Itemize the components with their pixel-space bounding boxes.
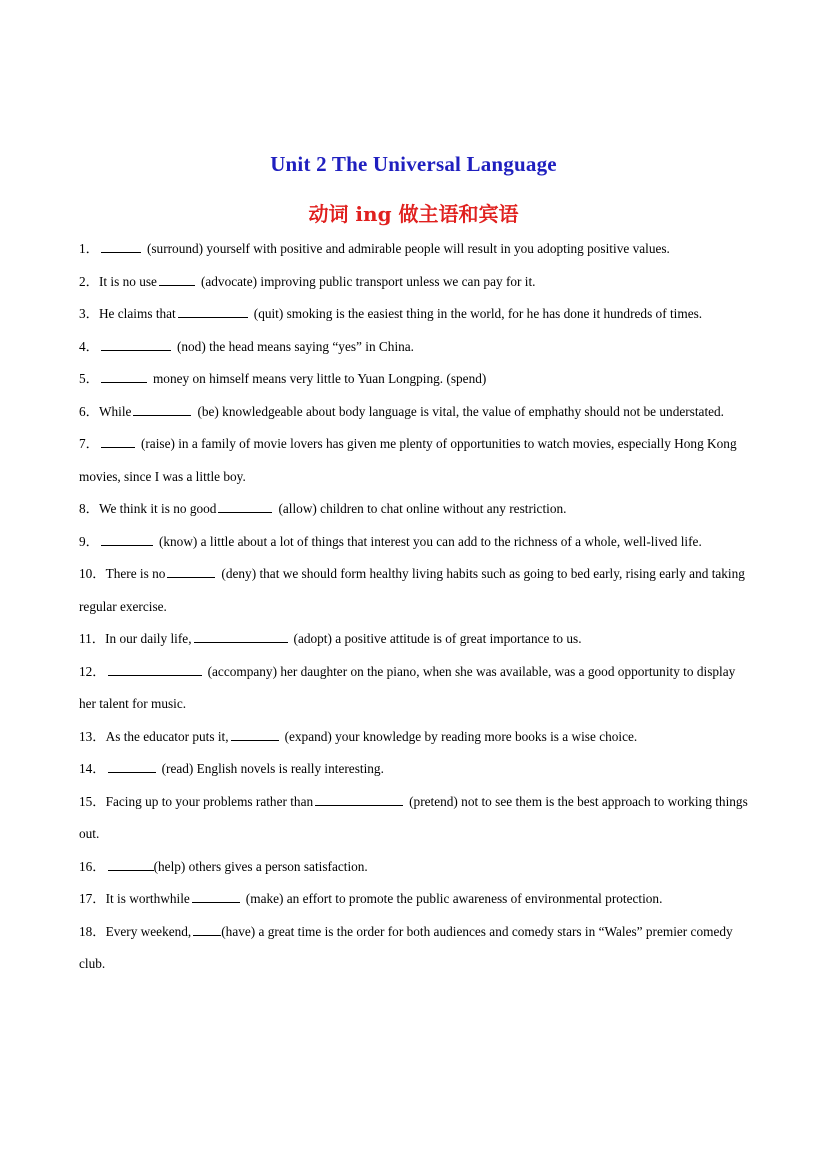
answer-blank[interactable] — [218, 498, 272, 513]
question-text-after: (nod) the head means saying “yes” in China. — [176, 338, 415, 354]
question-text-before: Facing up to your problems rather than — [105, 793, 314, 809]
question-text-after: (deny) that we should form healthy living habits such as going to bed early, rising early and taking regular exercise. — [79, 566, 745, 614]
question-text-before: In our daily life, — [105, 631, 192, 646]
answer-blank[interactable] — [315, 791, 403, 806]
question-number: 9． — [79, 533, 99, 549]
question-item — [79, 916, 751, 981]
question-number: 8． — [79, 501, 99, 516]
answer-blank[interactable] — [108, 856, 154, 871]
question-text-before: There is no — [105, 566, 166, 581]
question-number: 1． — [79, 241, 99, 256]
question-item — [79, 233, 751, 266]
question-text-after: (advocate) improving public transport unless we can pay for it. — [200, 273, 536, 289]
answer-blank[interactable] — [108, 661, 202, 676]
answer-blank[interactable] — [101, 531, 153, 546]
question-text-after: (know) a little about a lot of things that interest you can add to the richness of a whole, well-lived life. — [158, 533, 702, 549]
question-text-before: As the educator puts it, — [105, 728, 229, 744]
answer-blank[interactable] — [194, 628, 288, 643]
question-number: 5． — [79, 371, 99, 386]
question-number: 6． — [79, 403, 99, 419]
question-item — [79, 396, 751, 429]
question-item — [79, 266, 751, 299]
answer-blank[interactable] — [192, 888, 240, 903]
question-item — [79, 428, 751, 493]
question-item — [79, 493, 751, 526]
answer-blank[interactable] — [101, 433, 135, 448]
question-item — [79, 558, 751, 623]
question-text-after: (read) English novels is really interesting. — [161, 761, 384, 776]
answer-blank[interactable] — [101, 238, 141, 253]
question-item — [79, 721, 751, 754]
answer-blank[interactable] — [159, 271, 195, 286]
question-text-after: (accompany) her daughter on the piano, when she was available, was a good opportunity to display her talent for music. — [79, 663, 736, 711]
question-text-after: (have) a great time is the order for both audiences and comedy stars in “Wales” premier comedy club. — [79, 923, 733, 971]
answer-blank[interactable] — [101, 368, 147, 383]
question-number: 17． — [79, 891, 106, 906]
question-text-before: It is no use — [98, 273, 157, 289]
question-item — [79, 331, 751, 364]
answer-blank[interactable] — [133, 401, 191, 416]
question-item — [79, 753, 751, 786]
question-number: 16． — [79, 858, 106, 874]
answer-blank[interactable] — [101, 336, 171, 351]
question-number: 7． — [79, 436, 99, 451]
question-item — [79, 526, 751, 559]
question-item — [79, 851, 751, 884]
question-number: 14． — [79, 761, 106, 776]
page-subtitle: 动词 ing 做主语和宾语 — [308, 202, 519, 226]
question-number: 18． — [79, 923, 106, 939]
question-text-after: (allow) children to chat online without any restriction. — [278, 501, 567, 516]
question-number: 2． — [79, 273, 99, 289]
answer-blank[interactable] — [108, 758, 156, 773]
question-number: 10． — [79, 566, 106, 581]
question-text-before: We think it is no good — [98, 501, 217, 516]
question-text-after: (be) knowledgeable about body language is vital, the value of emphathy should not be understated. — [197, 403, 725, 419]
question-text-after: (adopt) a positive attitude is of great importance to us. — [293, 631, 582, 646]
question-text-after: (quit) smoking is the easiest thing in the world, for he has done it hundreds of times. — [253, 306, 703, 321]
answer-blank[interactable] — [193, 921, 221, 936]
question-text-after: (help) others gives a person satisfaction. — [153, 858, 368, 874]
question-item — [79, 298, 751, 331]
answer-blank[interactable] — [231, 726, 279, 741]
question-number: 4． — [79, 338, 99, 354]
question-number: 3． — [79, 306, 99, 321]
question-item — [79, 623, 751, 656]
question-number: 15． — [79, 793, 106, 809]
question-text-after: (make) an effort to promote the public awareness of environmental protection. — [245, 891, 663, 906]
question-item — [79, 656, 751, 721]
question-text-before: Every weekend, — [105, 923, 192, 939]
question-text-after: (raise) in a family of movie lovers has given me plenty of opportunities to watch movies, especially Hong Kong movies, since I was a little boy. — [79, 436, 737, 484]
answer-blank[interactable] — [167, 563, 215, 578]
question-text-before: It is worthwhile — [105, 891, 190, 906]
question-number: 11． — [79, 631, 106, 646]
question-text-before: He claims that — [98, 306, 176, 321]
question-text-after: (surround) yourself with positive and admirable people will result in you adopting positive values. — [146, 241, 670, 256]
page-title: Unit 2 The Universal Language — [270, 152, 557, 176]
question-item — [79, 786, 751, 851]
question-text-before: While — [98, 403, 132, 419]
question-item — [79, 363, 751, 396]
question-number: 12． — [79, 663, 106, 679]
question-text-after: (pretend) not to see them is the best approach to working things out. — [79, 793, 748, 841]
question-text-after: money on himself means very little to Yuan Longping. (spend) — [152, 371, 487, 386]
question-item — [79, 883, 751, 916]
answer-blank[interactable] — [178, 303, 248, 318]
question-list — [79, 233, 751, 981]
question-number: 13． — [79, 728, 106, 744]
question-text-after: (expand) your knowledge by reading more books is a wise choice. — [284, 728, 638, 744]
